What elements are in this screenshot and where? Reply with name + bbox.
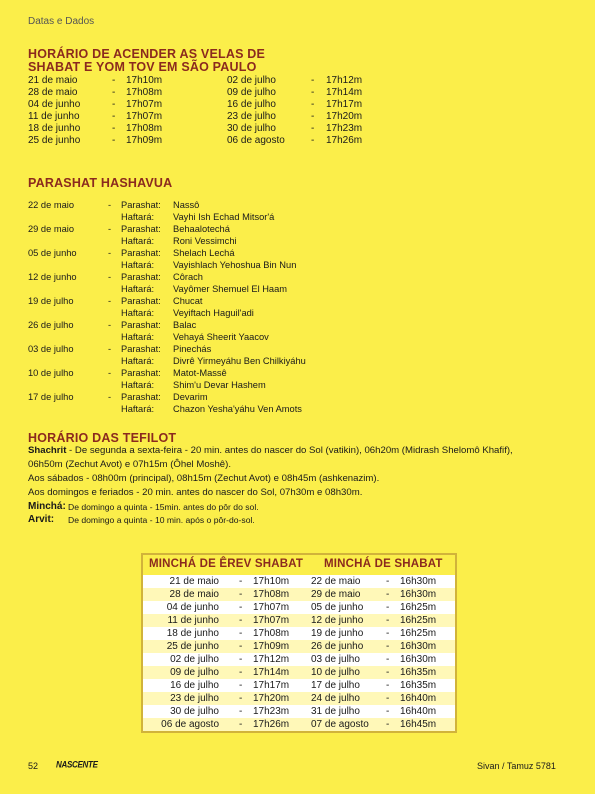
candle-date: 18 de junho: [28, 123, 81, 134]
haftara-label: Haftará:: [121, 356, 155, 366]
parashat-date: 29 de maio: [28, 224, 74, 234]
erev-date: 30 de julho: [170, 706, 219, 717]
dash: -: [239, 576, 243, 587]
parashat-date: 05 de junho: [28, 248, 77, 258]
shabat-date: 29 de maio: [311, 589, 361, 600]
candle-time: 17h08m: [126, 87, 163, 98]
table-row: [143, 627, 455, 640]
dash: -: [386, 602, 390, 613]
saturday-line: Aos sábados - 08h00m (principal), 08h15m (Zechut Avot) e 08h45m (ashkenazim).: [28, 473, 380, 484]
parashat-label: Parashat:: [121, 296, 161, 306]
parashat-date: 19 de julho: [28, 296, 74, 306]
shabat-date: 31 de julho: [311, 706, 360, 717]
dash: -: [239, 680, 243, 691]
erev-time: 17h09m: [253, 641, 290, 652]
haftara-name: Chazon Yesha'yáhu Ven Amots: [173, 404, 302, 414]
parashat-label: Parashat:: [121, 392, 161, 402]
dash: -: [311, 111, 315, 122]
candle-time: 17h09m: [126, 135, 163, 146]
dash: -: [386, 693, 390, 704]
candle-date: 02 de julho: [227, 75, 276, 86]
erev-time: 17h17m: [253, 680, 290, 691]
shabat-date: 03 de julho: [311, 654, 360, 665]
shabat-time: 16h25m: [400, 602, 437, 613]
erev-date: 11 de junho: [167, 615, 219, 626]
mincha-text: De domingo a quinta - 15min. antes do pôr do sol.: [68, 502, 259, 512]
parashat-name: Matot-Massê: [173, 368, 227, 378]
parashat-name: Pinechás: [173, 344, 212, 354]
candle-date: 11 de junho: [28, 111, 80, 122]
parashat-title: PARASHAT HASHAVUA: [28, 176, 173, 190]
parashat-name: Devarim: [173, 392, 208, 402]
candle-time: 17h20m: [326, 111, 363, 122]
arvit-label: Arvit:: [28, 514, 55, 525]
shabat-date: 26 de junho: [311, 641, 364, 652]
erev-date: 21 de maio: [169, 576, 219, 587]
table-row: [143, 692, 455, 705]
candle-date: 16 de julho: [227, 99, 276, 110]
parashat-date: 10 de julho: [28, 368, 74, 378]
head-erev-shabat: MINCHÁ DE ÊREV SHABAT: [149, 558, 304, 570]
erev-time: 17h10m: [253, 576, 290, 587]
shabat-date: 10 de julho: [311, 667, 360, 678]
dash: -: [311, 75, 315, 86]
parashat-date: 03 de julho: [28, 344, 74, 354]
erev-time: 17h07m: [253, 602, 290, 613]
dash: -: [239, 641, 243, 652]
shabat-date: 19 de junho: [311, 628, 364, 639]
head-shabat: MINCHÁ DE SHABAT: [324, 558, 443, 570]
haftara-name: Vayômer Shemuel El Haam: [173, 284, 288, 294]
candle-time: 17h26m: [326, 135, 363, 146]
dash: -: [108, 368, 112, 378]
dash: -: [386, 615, 390, 626]
dash: -: [239, 628, 243, 639]
mincha-label: Minchá:: [28, 501, 66, 512]
shabat-date: 24 de julho: [311, 693, 360, 704]
dash: -: [108, 272, 112, 282]
shabat-time: 16h40m: [400, 693, 437, 704]
erev-time: 17h08m: [253, 589, 290, 600]
shabat-date: 22 de maio: [311, 576, 361, 587]
parashat-name: Chucat: [173, 296, 203, 306]
parashat-name: Nassô: [173, 200, 200, 210]
erev-date: 06 de agosto: [161, 719, 219, 730]
dash: -: [386, 589, 390, 600]
haftara-label: Haftará:: [121, 404, 155, 414]
dash: -: [386, 641, 390, 652]
mincha-table-header: [143, 555, 455, 575]
shabat-date: 05 de junho: [311, 602, 364, 613]
erev-time: 17h23m: [253, 706, 290, 717]
erev-time: 17h08m: [253, 628, 290, 639]
haftara-label: Haftará:: [121, 380, 155, 390]
candle-time: 17h12m: [326, 75, 363, 86]
table-row: [143, 614, 455, 627]
candle-date: 30 de julho: [227, 123, 276, 134]
erev-date: 23 de julho: [170, 693, 219, 704]
erev-date: 09 de julho: [170, 667, 219, 678]
shabat-time: 16h25m: [400, 615, 437, 626]
dash: -: [311, 123, 315, 134]
candle-time: 17h10m: [126, 75, 163, 86]
candles-title-line1: HORÁRIO DE ACENDER AS VELAS DE: [28, 47, 266, 61]
dash: -: [311, 87, 315, 98]
haftara-label: Haftará:: [121, 332, 155, 342]
haftara-name: Vehayá Sheerit Yaacov: [173, 332, 269, 342]
parashat-label: Parashat:: [121, 320, 161, 330]
candle-time: 17h23m: [326, 123, 363, 134]
erev-time: 17h12m: [253, 654, 290, 665]
table-row: [143, 653, 455, 666]
arvit-text: De domingo a quinta - 10 min. após o pôr-do-sol.: [68, 515, 255, 525]
section-header: Datas e Dados: [28, 16, 95, 27]
dash: -: [108, 296, 112, 306]
candle-date: 04 de junho: [28, 99, 81, 110]
table-row: [143, 588, 455, 601]
candle-date: 25 de junho: [28, 135, 81, 146]
table-row: [143, 640, 455, 653]
haftara-name: Veyiftach Haguil'adi: [173, 308, 254, 318]
dash: -: [386, 576, 390, 587]
dash: -: [386, 628, 390, 639]
erev-date: 28 de maio: [169, 589, 219, 600]
candle-date: 21 de maio: [28, 75, 78, 86]
dash: -: [108, 248, 112, 258]
haftara-name: Vayishlach Yehoshua Bin Nun: [173, 260, 297, 270]
table-row: [143, 666, 455, 679]
haftara-label: Haftará:: [121, 212, 155, 222]
parashat-name: Côrach: [173, 272, 203, 282]
dash: -: [386, 719, 390, 730]
candle-time: 17h07m: [126, 111, 163, 122]
candle-time: 17h08m: [126, 123, 163, 134]
dash: -: [239, 602, 243, 613]
parashat-label: Parashat:: [121, 200, 161, 210]
haftara-name: Divrê Yirmeyáhu Ben Chilkiyáhu: [173, 356, 306, 366]
candle-date: 09 de julho: [227, 87, 276, 98]
haftara-name: Roni Vessimchi: [173, 236, 237, 246]
dash: -: [112, 123, 116, 134]
erev-time: 17h26m: [253, 719, 290, 730]
haftara-label: Haftará:: [121, 284, 155, 294]
dash: -: [239, 615, 243, 626]
dash: -: [112, 135, 116, 146]
dash: -: [108, 320, 112, 330]
dash: -: [239, 719, 243, 730]
dash: -: [239, 693, 243, 704]
shabat-time: 16h35m: [400, 667, 437, 678]
dash: -: [386, 706, 390, 717]
sunday-line: Aos domingos e feriados - 20 min. antes do nascer do Sol, 07h30m e 08h30m.: [28, 487, 363, 498]
dash: -: [386, 654, 390, 665]
parashat-label: Parashat:: [121, 224, 161, 234]
dash: -: [311, 99, 315, 110]
haftara-label: Haftará:: [121, 260, 155, 270]
shabat-time: 16h30m: [400, 589, 437, 600]
haftara-label: Haftará:: [121, 236, 155, 246]
haftara-name: Shim'u Devar Hashem: [173, 380, 266, 390]
shachrit-text: - De segunda a sexta-feira - 20 min. antes do nascer do Sol (vatikin), 06h20m (Midrash Shelomô Khafif),: [66, 445, 513, 456]
parashat-name: Shelach Lechá: [173, 248, 235, 258]
table-row: [143, 718, 455, 731]
table-row: [143, 679, 455, 692]
shabat-date: 12 de junho: [311, 615, 364, 626]
dash: -: [239, 706, 243, 717]
dash: -: [311, 135, 315, 146]
parashat-name: Balac: [173, 320, 197, 330]
dash: -: [112, 99, 116, 110]
haftara-label: Haftará:: [121, 308, 155, 318]
candle-date: 06 de agosto: [227, 135, 285, 146]
candle-time: 17h14m: [326, 87, 363, 98]
parashat-label: Parashat:: [121, 272, 161, 282]
dash: -: [108, 224, 112, 234]
table-row: [143, 705, 455, 718]
table-row: [143, 575, 455, 588]
candle-time: 17h17m: [326, 99, 363, 110]
erev-time: 17h20m: [253, 693, 290, 704]
nascente-logo: NASCENTE: [56, 759, 98, 770]
shabat-time: 16h30m: [400, 654, 437, 665]
shachrit-label: Shachrit: [28, 445, 67, 456]
parashat-label: Parashat:: [121, 368, 161, 378]
shabat-date: 17 de julho: [311, 680, 360, 691]
dash: -: [108, 392, 112, 402]
erev-date: 18 de junho: [166, 628, 219, 639]
parashat-date: 17 de julho: [28, 392, 74, 402]
candles-title-line2: SHABAT E YOM TOV EM SÃO PAULO: [28, 60, 257, 74]
page-number: 52: [28, 761, 39, 771]
dash: -: [386, 667, 390, 678]
shabat-date: 07 de agosto: [311, 719, 369, 730]
erev-date: 25 de junho: [166, 641, 219, 652]
shabat-time: 16h45m: [400, 719, 437, 730]
mincha-line: [28, 501, 259, 513]
dash: -: [108, 344, 112, 354]
erev-date: 02 de julho: [170, 654, 219, 665]
erev-time: 17h14m: [253, 667, 290, 678]
parashat-label: Parashat:: [121, 344, 161, 354]
dash: -: [386, 680, 390, 691]
shabat-time: 16h35m: [400, 680, 437, 691]
table-row: [143, 601, 455, 614]
parashat-name: Behaalotechá: [173, 224, 230, 234]
candle-time: 17h07m: [126, 99, 163, 110]
dash: -: [239, 654, 243, 665]
shabat-time: 16h30m: [400, 641, 437, 652]
dash: -: [112, 111, 116, 122]
tefilot-title: HORÁRIO DAS TEFILOT: [28, 431, 177, 445]
parashat-date: 12 de junho: [28, 272, 77, 282]
shachrit-line1: [28, 445, 513, 457]
issue-label: Sivan / Tamuz 5781: [477, 761, 556, 771]
mincha-table: [141, 553, 457, 733]
dash: -: [108, 200, 112, 210]
dash: -: [112, 87, 116, 98]
candle-date: 28 de maio: [28, 87, 78, 98]
parashat-date: 26 de julho: [28, 320, 74, 330]
dash: -: [112, 75, 116, 86]
dash: -: [239, 667, 243, 678]
shachrit-line2: 06h50m (Zechut Avot) e 07h15m (Ôhel Moshê).: [28, 459, 231, 470]
parashat-date: 22 de maio: [28, 200, 74, 210]
erev-date: 16 de julho: [170, 680, 219, 691]
dash: -: [239, 589, 243, 600]
shabat-time: 16h30m: [400, 576, 437, 587]
haftara-name: Vayhi Ish Echad Mitsor'á: [173, 212, 275, 222]
arvit-line: [28, 514, 255, 526]
erev-date: 04 de junho: [166, 602, 219, 613]
shabat-time: 16h40m: [400, 706, 437, 717]
candle-date: 23 de julho: [227, 111, 276, 122]
shabat-time: 16h25m: [400, 628, 437, 639]
erev-time: 17h07m: [253, 615, 290, 626]
parashat-label: Parashat:: [121, 248, 161, 258]
